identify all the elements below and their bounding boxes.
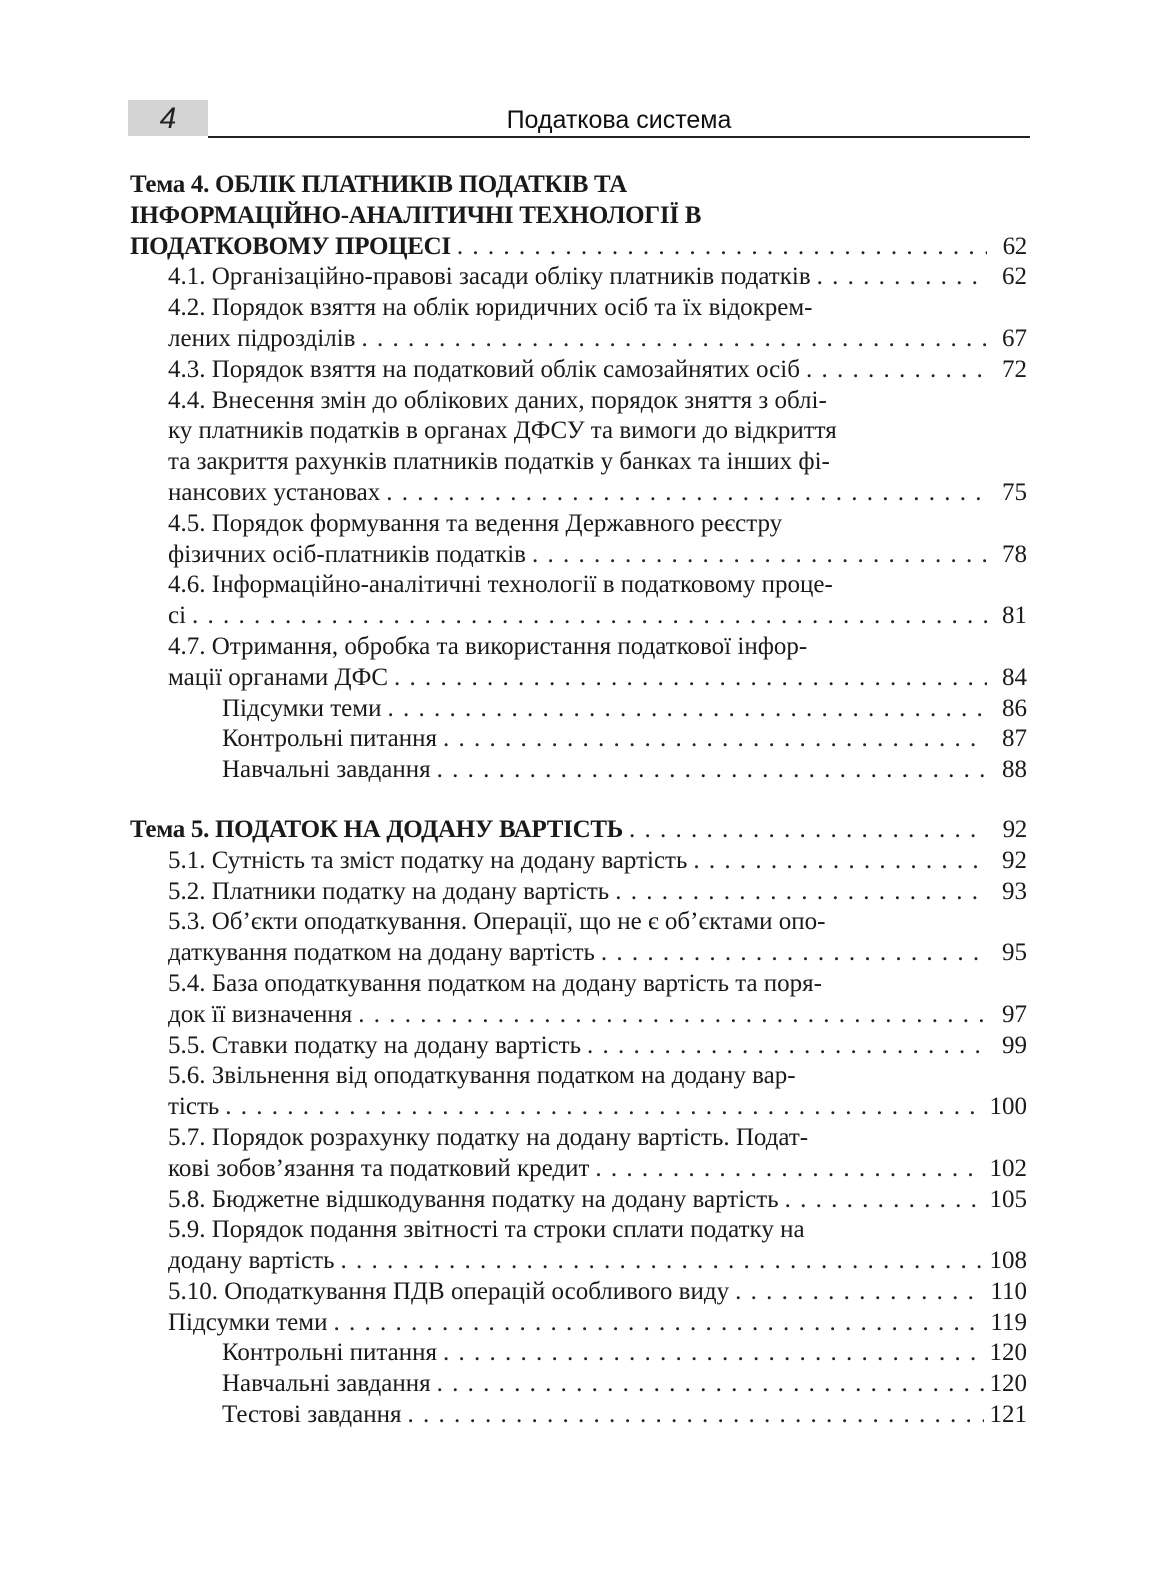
toc-page-number: 95 [1002,939,1027,967]
dot-leader [601,938,987,969]
toc-page-number: 120 [989,1339,1027,1367]
toc-entry-line: 5.6. Звільнення від оподаткування податком на додану вар- [168,1062,796,1090]
toc-entry[interactable] [130,1185,1027,1216]
toc-entry-line: 5.4. База оподаткування податком на додану вартість та поря- [168,969,823,997]
toc-page-number: 86 [1002,694,1027,722]
toc-entry-line: лених підрозділів [168,324,356,352]
dot-leader [358,1000,987,1031]
toc-entry-line: Підсумки теми [168,1308,328,1336]
toc-entry[interactable] [130,877,1027,908]
toc-entry-line: 4.1. Організаційно-правові засади обліку платників податків [168,263,811,291]
table-of-contents [130,170,1027,1431]
toc-entry-line: Навчальні завдання [222,756,431,784]
toc-entry[interactable] [130,1308,1027,1339]
toc-entry-line: 4.5. Порядок формування та ведення Державного реєстру [168,509,783,537]
toc-page-number: 67 [1002,324,1027,352]
toc-entry-line: та закриття рахунків платників податків у банках та інших фі- [168,448,830,476]
toc-entry-line: даткування податком на додану вартість [168,939,595,967]
toc-entry-line: фізичних осіб-платників податків [168,540,526,568]
section-gap [130,786,1027,815]
toc-entry-line: 5.8. Бюджетне відшкодування податку на додану вартість [168,1185,779,1213]
dot-leader [532,540,987,571]
toc-entry[interactable] [130,755,1027,786]
dot-leader [387,694,987,725]
dot-leader [394,663,987,694]
header-rule [208,136,1030,138]
toc-entry[interactable] [130,1277,1027,1308]
dot-leader [587,1031,987,1062]
toc-entry-line: 5.10. Оподаткування ПДВ операцій особливого виду [168,1277,730,1305]
toc-page-number: 75 [1002,478,1027,506]
page-header [128,100,1030,136]
dot-leader [361,324,987,355]
toc-entry[interactable] [130,694,1027,725]
toc-page-number: 119 [990,1308,1027,1336]
toc-entry-line: додану вартість [168,1247,335,1275]
toc-entry-line: 5.3. Об’єкти оподаткування. Операції, що не є об’єктами опо- [168,908,826,936]
toc-entry[interactable] [130,1215,1027,1277]
dot-leader [693,846,987,877]
toc-page-number: 92 [1002,815,1027,843]
toc-entry[interactable] [130,1338,1027,1369]
toc-entry-line: 5.2. Платники податку на додану вартість [168,877,610,905]
toc-entry-line: 5.7. Порядок розрахунку податку на додану вартість. Подат- [168,1123,809,1151]
toc-entry-line: 4.2. Порядок взяття на облік юридичних осіб та їх відокрем- [168,294,813,322]
toc-entry-line: Підсумки теми [222,694,382,722]
toc-entry-line: 5.9. Порядок подання звітності та строки сплати податку на [168,1216,805,1244]
toc-entry-line: 5.1. Сутність та зміст податку на додану вартість [168,846,688,874]
toc-entry[interactable] [130,293,1027,355]
toc-entry[interactable] [130,1400,1027,1431]
toc-entry-line: Тема 5. ПОДАТОК НА ДОДАНУ ВАРТІСТЬ [130,815,623,843]
dot-leader [595,1154,983,1185]
toc-entry-line: Тестові завдання [222,1401,402,1429]
toc-entry-line: док її визначення [168,1000,353,1028]
toc-entry-line: ку платників податків в органах ДФСУ та вимоги до відкриття [168,417,837,445]
toc-entry-line: сі [168,602,187,630]
toc-entry[interactable] [130,1369,1027,1400]
toc-entry[interactable] [130,724,1027,755]
toc-entry[interactable] [130,969,1027,1031]
toc-entry[interactable] [130,262,1027,293]
toc-entry[interactable] [130,570,1027,632]
toc-entry-line: нансових установах [168,478,381,506]
toc-page-number: 72 [1002,355,1027,383]
toc-topic-entry[interactable] [130,170,1027,262]
toc-entry[interactable] [130,1031,1027,1062]
toc-entry[interactable] [130,1123,1027,1185]
dot-leader [225,1092,983,1123]
toc-page-number: 81 [1002,602,1027,630]
toc-entry-line: 4.4. Внесення змін до облікових даних, порядок зняття з облі- [168,386,827,414]
toc-entry-line: 4.6. Інформаційно-аналітичні технології в податковому проце- [168,571,833,599]
toc-page-number: 93 [1002,877,1027,905]
toc-entry-line: Навчальні завдання [222,1370,431,1398]
dot-leader [615,877,987,908]
toc-entry-line: ІНФОРМАЦІЙНО-АНАЛІТИЧНІ ТЕХНОЛОГІЇ В [130,201,702,229]
toc-entry-line: тість [168,1093,220,1121]
dot-leader [437,1369,984,1400]
toc-page-number: 110 [990,1277,1027,1305]
dot-leader [443,1338,983,1369]
toc-entry-line: 4.7. Отримання, обробка та використання податкової інфор- [168,632,808,660]
dot-leader [340,1246,983,1277]
dot-leader [735,1277,984,1308]
toc-page-number: 97 [1002,1000,1027,1028]
toc-page-number: 92 [1002,846,1027,874]
dot-leader [333,1308,984,1339]
toc-page-number: 99 [1002,1031,1027,1059]
toc-entry-line: Контрольні питання [222,1339,438,1367]
running-title: Податкова система [506,106,732,134]
toc-entry-line: Тема 4. ОБЛІК ПЛАТНИКІВ ПОДАТКІВ ТА [130,171,627,198]
dot-leader [192,601,987,632]
toc-entry[interactable] [130,846,1027,877]
toc-page-number: 62 [1002,232,1027,260]
toc-entry[interactable] [130,907,1027,969]
toc-page-number: 84 [1002,663,1027,691]
toc-entry-line: мації органами ДФС [168,663,389,691]
toc-entry[interactable] [130,632,1027,694]
toc-entry-line: 5.5. Ставки податку на додану вартість [168,1031,582,1059]
toc-entry-line: кові зобов’язання та податковий кредит [168,1154,590,1182]
toc-page-number: 87 [1002,725,1027,753]
toc-entry[interactable] [130,509,1027,571]
toc-page-number: 100 [989,1093,1027,1121]
toc-entry-line: 4.3. Порядок взяття на податковий облік самозайнятих осіб [168,355,800,383]
dot-leader [785,1185,984,1216]
toc-page-number: 78 [1002,540,1027,568]
toc-entry[interactable] [130,355,1027,386]
toc-page-number: 102 [989,1154,1027,1182]
toc-page-number: 88 [1002,756,1027,784]
toc-page-number: 121 [989,1401,1027,1429]
dot-leader [629,815,987,846]
toc-entry-line: Контрольні питання [222,725,438,753]
toc-page-number: 105 [989,1185,1027,1213]
page-number: 4 [159,102,177,135]
toc-page-number: 62 [1002,263,1027,291]
toc-page-number: 120 [989,1370,1027,1398]
dot-leader [806,355,987,386]
dot-leader [407,1400,983,1431]
toc-entry-line: ПОДАТКОВОМУ ПРОЦЕСІ [130,232,451,260]
toc-topic-entry[interactable] [130,815,1027,846]
toc-entry[interactable] [130,386,1027,509]
toc-entry[interactable] [130,1061,1027,1123]
dot-leader [817,262,987,293]
dot-leader [386,478,987,509]
dot-leader [457,232,987,263]
dot-leader [437,755,987,786]
dot-leader [443,724,987,755]
toc-page-number: 108 [989,1247,1027,1275]
